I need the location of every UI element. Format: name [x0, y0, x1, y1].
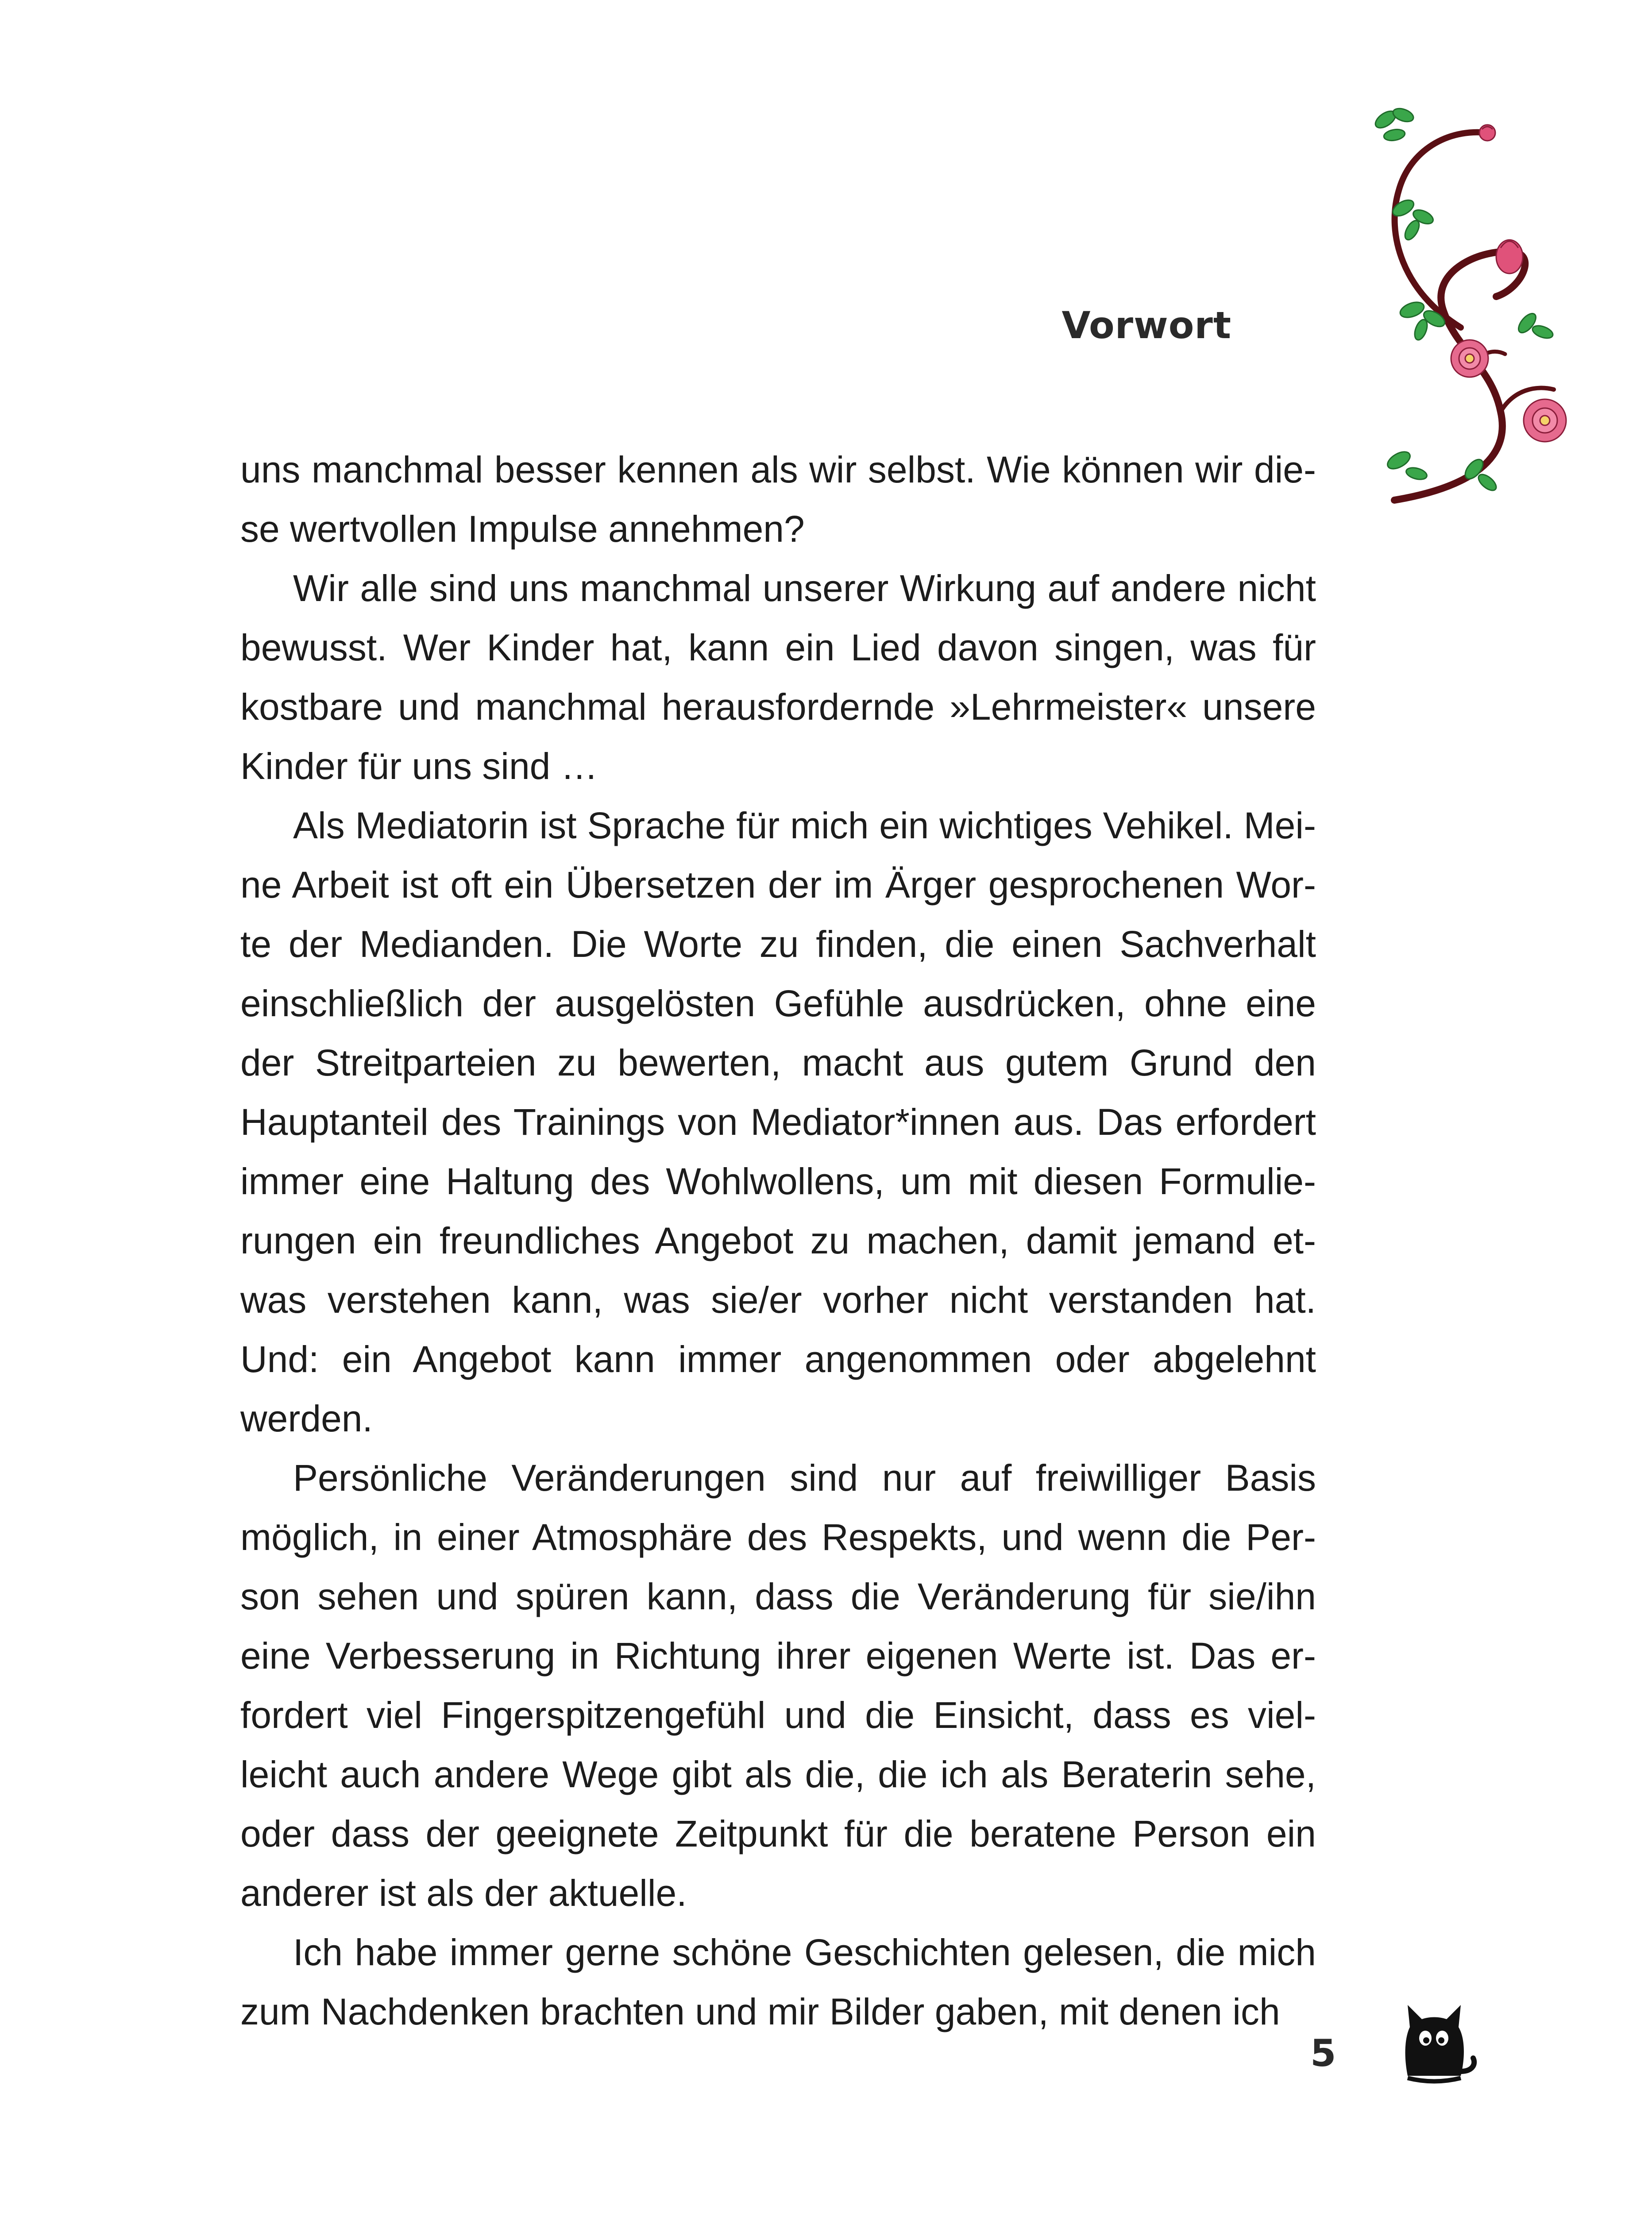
page-number: 5 [1310, 2032, 1336, 2075]
rose-bud-icon [1479, 125, 1495, 141]
leaf [1398, 299, 1426, 320]
rose-vine-icon [1368, 102, 1580, 509]
body-text [240, 440, 1316, 2041]
leaf [1531, 324, 1554, 341]
leaf [1413, 318, 1430, 341]
rose-flower-icon [1524, 399, 1566, 442]
paragraph: Als Mediatorin ist Sprache für mich ein wichtiges Vehikel. Meine Arbeit ist oft ein Übersetzen der im Ärger gesprochenen Worte der Medianden. Die Worte zu finden, die einen Sachverhalt einschließlich der ausgelösten Gefühle ausdrücken, ohne eine der Streitparteien zu bewerten, macht aus gutem Grund den Hauptanteil des Trainings von Mediator*innen aus. Das erfordert immer eine Haltung des Wohlwollens, um mit diesen Formulierungen ein freundliches Angebot zu machen, damit jemand etwas verstehen kann, was sie/er vorher nicht verstanden hat. Und: ein Angebot kann immer angenommen oder abgelehnt werden. [240, 805, 1316, 1439]
rose-bud-icon [1496, 240, 1523, 274]
leaf [1391, 106, 1415, 124]
vine-stem [1394, 252, 1525, 500]
paragraph: uns manchmal besser kennen als wir selbst. Wie können wir diese wertvollen Impulse annehmen? [240, 449, 1316, 550]
paragraph: Persönliche Veränderungen sind nur auf freiwilliger Basis möglich, in einer Atmosphäre des Respekts, und wenn die Person sehen und spüren kann, dass die Veränderung für sie/ihn eine Verbesserung in Richtung ihrer eigenen Werte ist. Das erfordert viel Fingerspitzengefühl und die Einsicht, dass es vielleicht auch andere Wege gibt als die, die ich als Beraterin sehe, oder dass der geeignete Zeitpunkt für die beratene Person ein anderer ist als der aktuelle. [240, 1457, 1316, 1914]
page-title: Vorwort [1061, 304, 1231, 347]
leaf [1383, 128, 1405, 142]
leaf [1402, 218, 1422, 242]
rose-flower-icon [1451, 340, 1488, 377]
leaf [1476, 471, 1499, 493]
black-cat-icon [1394, 2001, 1478, 2089]
paragraph: Wir alle sind uns manchmal unserer Wirkung auf andere nicht bewusst. Wer Kinder hat, kann ein Lied davon singen, was für kostbare und manchmal herausfordernde »Lehrmeister« unsere Kinder für uns sind … [240, 567, 1316, 787]
paragraph: Ich habe immer gerne schöne Geschichten gelesen, die mich zum Nachdenken brachten und mir Bilder gaben, mit denen ich [240, 1932, 1316, 2032]
leaf [1405, 466, 1428, 482]
